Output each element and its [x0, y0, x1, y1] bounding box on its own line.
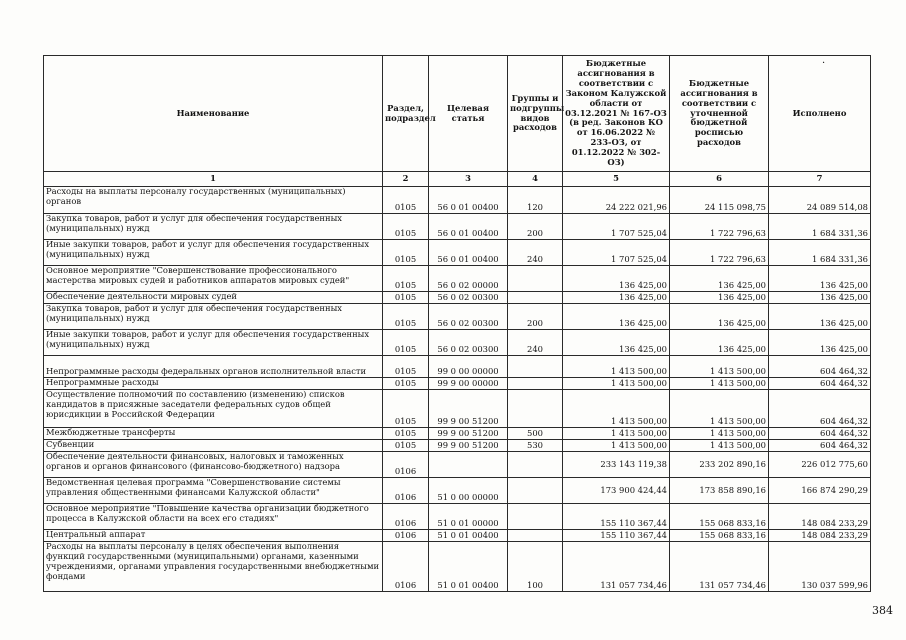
- row-target-article: 56 0 01 00400: [429, 240, 508, 266]
- row-law-amount: 1 413 500,00: [563, 428, 670, 440]
- row-target-article: 51 0 01 00400: [429, 530, 508, 542]
- row-executed-amount: 604 464,32: [769, 390, 871, 428]
- table-row: [44, 452, 871, 478]
- table-row: [44, 542, 871, 592]
- row-refined-amount: 24 115 098,75: [670, 187, 769, 214]
- row-target-article: 99 0 00 00000: [429, 356, 508, 378]
- row-expense-group: [508, 266, 563, 292]
- row-law-amount: 233 143 119,38: [563, 452, 670, 478]
- header-row: [44, 56, 871, 172]
- row-refined-amount: 155 068 833,16: [670, 504, 769, 530]
- row-expense-group: [508, 292, 563, 304]
- row-executed-amount: 604 464,32: [769, 356, 871, 378]
- column-number: 4: [508, 172, 563, 187]
- table-row: [44, 504, 871, 530]
- column-number: 6: [670, 172, 769, 187]
- row-refined-amount: 1 413 500,00: [670, 428, 769, 440]
- row-section: 0105: [383, 240, 429, 266]
- row-law-amount: 155 110 367,44: [563, 530, 670, 542]
- header-executed: Исполнено: [769, 56, 871, 172]
- header-section: Раздел, подраздел: [383, 56, 429, 172]
- row-target-article: 99 9 00 51200: [429, 390, 508, 428]
- row-target-article: 99 9 00 00000: [429, 378, 508, 390]
- table-row: [44, 187, 871, 214]
- row-executed-amount: 136 425,00: [769, 292, 871, 304]
- column-number: 2: [383, 172, 429, 187]
- table-row: [44, 330, 871, 356]
- row-expense-group: 100: [508, 542, 563, 592]
- row-executed-amount: 148 084 233,29: [769, 530, 871, 542]
- row-law-amount: 136 425,00: [563, 330, 670, 356]
- row-expense-group: 200: [508, 304, 563, 330]
- row-name: Иные закупки товаров, работ и услуг для обеспечения государственных (муниципальных) нужд: [44, 330, 383, 356]
- header-refined-allocations: Бюджетные ассигнования в соответствии с уточненной бюджетной росписью расходов: [670, 56, 769, 172]
- row-law-amount: 1 413 500,00: [563, 440, 670, 452]
- row-expense-group: [508, 504, 563, 530]
- row-executed-amount: 166 874 290,29: [769, 478, 871, 504]
- row-law-amount: 1 413 500,00: [563, 390, 670, 428]
- table-body: [44, 187, 871, 592]
- row-refined-amount: 136 425,00: [670, 304, 769, 330]
- row-target-article: 51 0 01 00000: [429, 504, 508, 530]
- row-refined-amount: 233 202 890,16: [670, 452, 769, 478]
- row-name: Межбюджетные трансферты: [44, 428, 383, 440]
- row-target-article: 56 0 01 00400: [429, 214, 508, 240]
- row-expense-group: 530: [508, 440, 563, 452]
- row-section: 0105: [383, 266, 429, 292]
- row-executed-amount: 1 684 331,36: [769, 214, 871, 240]
- table-row: [44, 356, 871, 378]
- row-executed-amount: 1 684 331,36: [769, 240, 871, 266]
- row-name: Иные закупки товаров, работ и услуг для обеспечения государственных (муниципальных) нужд: [44, 240, 383, 266]
- corner-mark: ·: [822, 58, 826, 69]
- row-section: 0106: [383, 542, 429, 592]
- row-expense-group: [508, 478, 563, 504]
- row-target-article: [429, 452, 508, 478]
- row-refined-amount: 1 722 796,63: [670, 214, 769, 240]
- row-section: 0105: [383, 330, 429, 356]
- row-refined-amount: 131 057 734,46: [670, 542, 769, 592]
- row-section: 0105: [383, 428, 429, 440]
- row-expense-group: 200: [508, 214, 563, 240]
- header-target-article: Целевая статья: [429, 56, 508, 172]
- row-executed-amount: 136 425,00: [769, 330, 871, 356]
- row-section: 0105: [383, 440, 429, 452]
- row-section: 0105: [383, 292, 429, 304]
- row-expense-group: 500: [508, 428, 563, 440]
- row-target-article: 99 9 00 51200: [429, 428, 508, 440]
- row-law-amount: 1 707 525,04: [563, 240, 670, 266]
- row-name: Закупка товаров, работ и услуг для обеспечения государственных (муниципальных) нужд: [44, 304, 383, 330]
- row-executed-amount: 136 425,00: [769, 304, 871, 330]
- row-name: Расходы на выплаты персоналу в целях обеспечения выполнения функций государственными (муниципальными) органами, казенными учреждениями, органами управления государственными внебюджетными фондами: [44, 542, 383, 592]
- row-executed-amount: 604 464,32: [769, 428, 871, 440]
- row-executed-amount: 24 089 514,08: [769, 187, 871, 214]
- row-expense-group: [508, 530, 563, 542]
- row-law-amount: 24 222 021,96: [563, 187, 670, 214]
- row-expense-group: [508, 390, 563, 428]
- row-section: 0105: [383, 390, 429, 428]
- row-executed-amount: 136 425,00: [769, 266, 871, 292]
- table-row: [44, 240, 871, 266]
- row-name: Основное мероприятие "Совершенствование профессионального мастерства мировых судей и работников аппаратов мировых судей": [44, 266, 383, 292]
- row-name: Закупка товаров, работ и услуг для обеспечения государственных (муниципальных) нужд: [44, 214, 383, 240]
- row-refined-amount: 136 425,00: [670, 292, 769, 304]
- row-name: Расходы на выплаты персоналу государственных (муниципальных) органов: [44, 187, 383, 214]
- row-name: Обеспечение деятельности финансовых, налоговых и таможенных органов и органов финансового (финансово-бюджетного) надзора: [44, 452, 383, 478]
- row-law-amount: 136 425,00: [563, 292, 670, 304]
- row-section: 0105: [383, 214, 429, 240]
- header-law-allocations: Бюджетные ассигнования в соответствии с Законом Калужской области от 03.12.2021 № 167-ОЗ (в ред. Законов КО от 16.06.2022 № 233-ОЗ, от 01.12.2022 № 302-ОЗ): [563, 56, 670, 172]
- row-executed-amount: 148 084 233,29: [769, 504, 871, 530]
- column-number: 5: [563, 172, 670, 187]
- row-name: Центральный аппарат: [44, 530, 383, 542]
- row-name: Непрограммные расходы: [44, 378, 383, 390]
- row-expense-group: [508, 452, 563, 478]
- row-name: Осуществление полномочий по составлению (изменению) списков кандидатов в присяжные заседатели федеральных судов общей юрисдикции в Российской Федерации: [44, 390, 383, 428]
- row-section: 0106: [383, 452, 429, 478]
- row-target-article: 56 0 02 00000: [429, 266, 508, 292]
- row-refined-amount: 1 413 500,00: [670, 356, 769, 378]
- row-law-amount: 136 425,00: [563, 266, 670, 292]
- row-target-article: 56 0 02 00300: [429, 304, 508, 330]
- row-section: 0106: [383, 530, 429, 542]
- row-law-amount: 1 413 500,00: [563, 356, 670, 378]
- row-section: 0106: [383, 478, 429, 504]
- row-refined-amount: 1 413 500,00: [670, 440, 769, 452]
- row-law-amount: 155 110 367,44: [563, 504, 670, 530]
- column-number: 7: [769, 172, 871, 187]
- row-law-amount: 136 425,00: [563, 304, 670, 330]
- header-name: Наименование: [44, 56, 383, 172]
- header-expense-groups: Группы и подгруппы видов расходов: [508, 56, 563, 172]
- budget-table: [43, 55, 871, 592]
- row-target-article: 99 9 00 51200: [429, 440, 508, 452]
- row-section: 0105: [383, 356, 429, 378]
- row-expense-group: 120: [508, 187, 563, 214]
- row-section: 0105: [383, 187, 429, 214]
- row-refined-amount: 136 425,00: [670, 266, 769, 292]
- row-expense-group: [508, 378, 563, 390]
- row-law-amount: 131 057 734,46: [563, 542, 670, 592]
- row-refined-amount: 136 425,00: [670, 330, 769, 356]
- row-section: 0105: [383, 304, 429, 330]
- row-target-article: 51 0 00 00000: [429, 478, 508, 504]
- row-law-amount: 173 900 424,44: [563, 478, 670, 504]
- row-expense-group: 240: [508, 330, 563, 356]
- table-row: [44, 292, 871, 304]
- table-row: [44, 428, 871, 440]
- column-number-row: [44, 172, 871, 187]
- row-name: Непрограммные расходы федеральных органов исполнительной власти: [44, 356, 383, 378]
- row-refined-amount: 155 068 833,16: [670, 530, 769, 542]
- row-target-article: 56 0 01 00400: [429, 187, 508, 214]
- row-law-amount: 1 707 525,04: [563, 214, 670, 240]
- column-number: 1: [44, 172, 383, 187]
- row-executed-amount: 604 464,32: [769, 378, 871, 390]
- table-row: [44, 530, 871, 542]
- table-row: [44, 266, 871, 292]
- row-name: Субвенции: [44, 440, 383, 452]
- table-row: [44, 478, 871, 504]
- row-target-article: 56 0 02 00300: [429, 330, 508, 356]
- row-executed-amount: 226 012 775,60: [769, 452, 871, 478]
- row-executed-amount: 130 037 599,96: [769, 542, 871, 592]
- row-target-article: 56 0 02 00300: [429, 292, 508, 304]
- row-executed-amount: 604 464,32: [769, 440, 871, 452]
- row-section: 0106: [383, 504, 429, 530]
- row-expense-group: [508, 356, 563, 378]
- row-name: Основное мероприятие "Повышение качества организации бюджетного процесса в Калужской области на всех его стадиях": [44, 504, 383, 530]
- row-expense-group: 240: [508, 240, 563, 266]
- table-row: [44, 440, 871, 452]
- table-row: [44, 304, 871, 330]
- table-row: [44, 390, 871, 428]
- row-refined-amount: 1 722 796,63: [670, 240, 769, 266]
- row-refined-amount: 1 413 500,00: [670, 378, 769, 390]
- table-row: [44, 378, 871, 390]
- table-row: [44, 214, 871, 240]
- row-refined-amount: 1 413 500,00: [670, 390, 769, 428]
- page-number: 384: [872, 604, 893, 617]
- column-number: 3: [429, 172, 508, 187]
- row-law-amount: 1 413 500,00: [563, 378, 670, 390]
- row-name: Обеспечение деятельности мировых судей: [44, 292, 383, 304]
- row-target-article: 51 0 01 00400: [429, 542, 508, 592]
- row-name: Ведомственная целевая программа "Совершенствование системы управления общественными финансами Калужской области": [44, 478, 383, 504]
- row-section: 0105: [383, 378, 429, 390]
- row-refined-amount: 173 858 890,16: [670, 478, 769, 504]
